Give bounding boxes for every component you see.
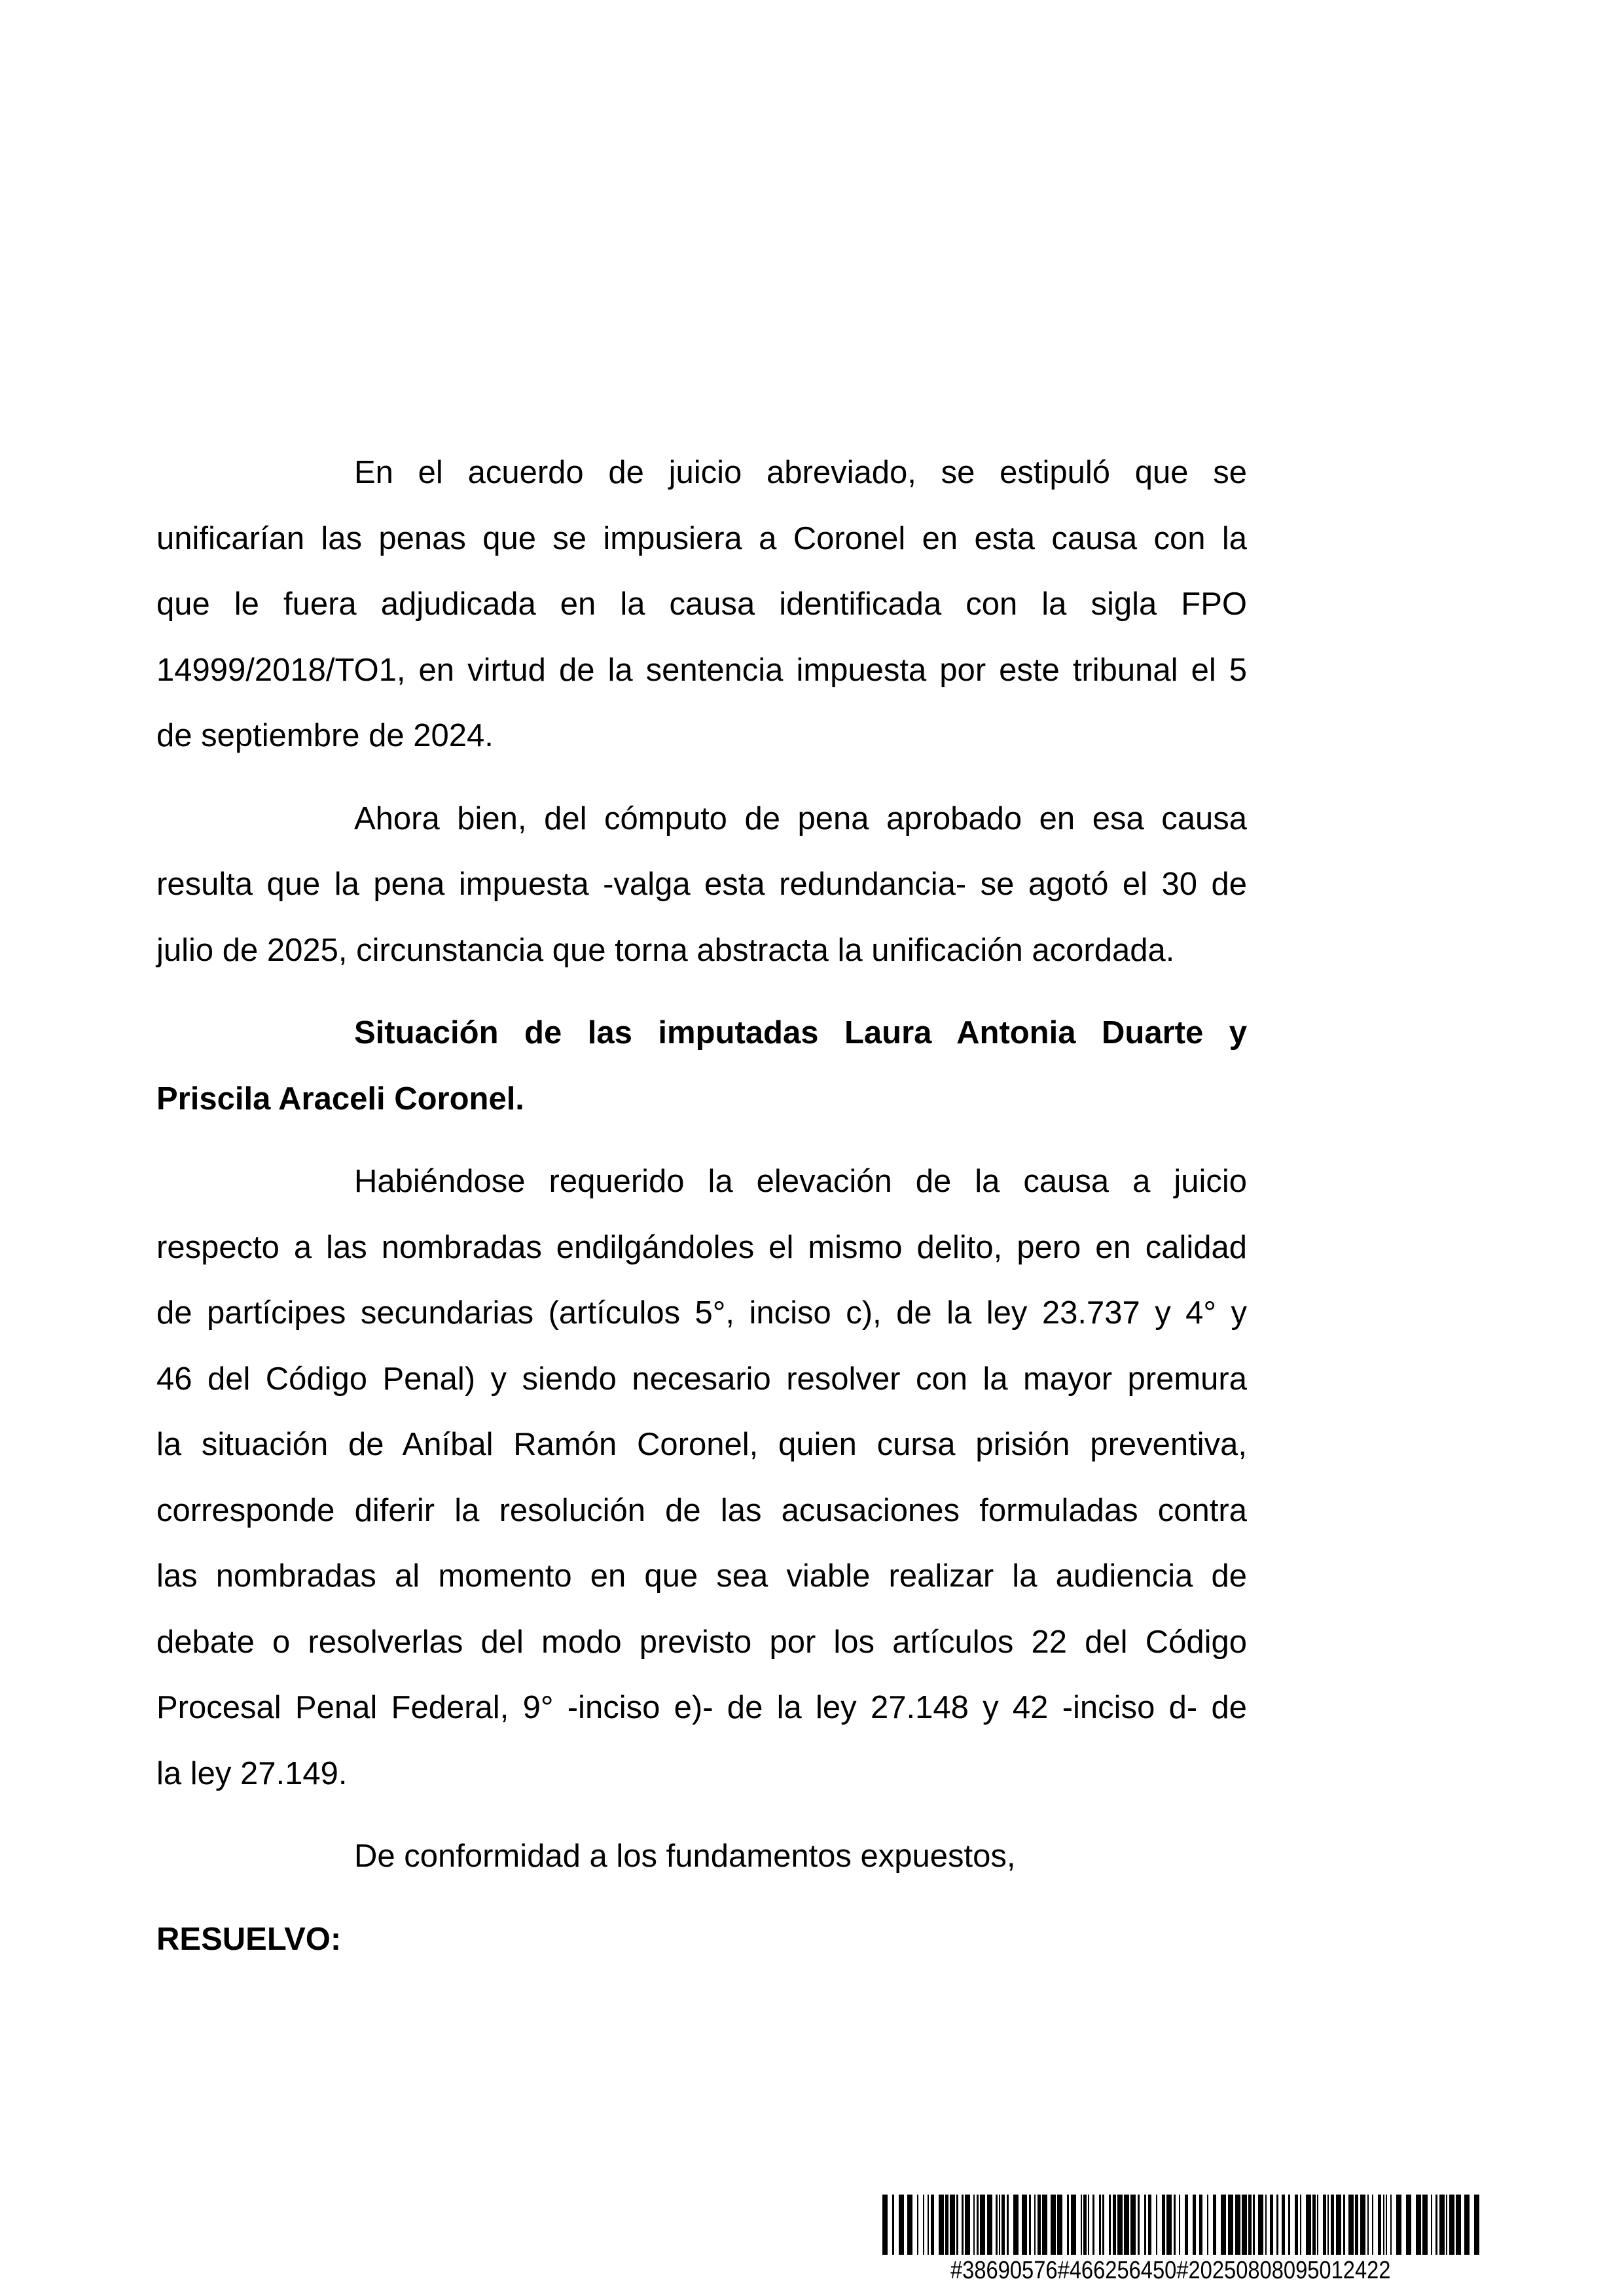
barcode-bar (1288, 2195, 1290, 2255)
barcode-bar (1051, 2195, 1056, 2255)
text-line: de septiembre de 2024. (156, 718, 494, 753)
barcode-bar (1185, 2195, 1188, 2255)
text-line: Ahora bien, del cómputo de pena aprobado en esa causa (354, 800, 1247, 836)
text-line: que le fuera adjudicada en la causa identificada con la sigla FPO (156, 586, 1247, 622)
barcode-bar (962, 2195, 964, 2255)
barcode-bar (977, 2195, 979, 2255)
barcode-bar (1138, 2195, 1140, 2255)
barcode-bar (1449, 2195, 1454, 2255)
barcode-text: #38690576#466256450#20250808095012422 (950, 2257, 1391, 2284)
barcode-bar (1331, 2195, 1334, 2255)
barcode-bar (1435, 2195, 1437, 2255)
barcode-bar (1130, 2195, 1136, 2255)
barcode-bar (1092, 2195, 1094, 2255)
barcode-bar (1390, 2195, 1392, 2255)
barcode-bar (1148, 2195, 1151, 2255)
barcode-bar (987, 2195, 992, 2255)
barcode-bar (1179, 2195, 1180, 2255)
barcode-bar (1193, 2195, 1196, 2255)
barcode-bar (1323, 2195, 1326, 2255)
text-line: debate o resolverlas del modo previsto por los artículos 22 del Código (156, 1624, 1247, 1660)
barcode-bar (1166, 2195, 1172, 2255)
barcode-bar (1295, 2195, 1298, 2255)
barcode-bar (1124, 2195, 1129, 2255)
document-body (156, 440, 1247, 1989)
text-line: unificarían las penas que se impusiera a Coronel en esta causa con la (156, 520, 1247, 556)
barcode-bar (1199, 2195, 1202, 2255)
barcode-bar (1312, 2195, 1316, 2255)
barcode-bar (1221, 2195, 1226, 2255)
barcode-bar (1406, 2195, 1411, 2255)
barcode-bar (1174, 2195, 1176, 2255)
text-line: Habiéndose requerido la elevación de la causa a juicio (354, 1164, 1247, 1199)
text-line: julio de 2025, circunstancia que torna abstracta la unificación acordada. (156, 932, 1175, 968)
barcode-bar (931, 2195, 934, 2255)
text-line: Situación de las imputadas Laura Antonia Duarte y (354, 1015, 1247, 1050)
barcode-bar (1099, 2195, 1101, 2255)
text-line: De conformidad a los fundamentos expuestos, (354, 1839, 1016, 1874)
barcode-bar (945, 2195, 948, 2255)
barcode-bar (1396, 2195, 1401, 2255)
paragraph (156, 440, 1247, 769)
barcode-bar (1213, 2195, 1216, 2255)
barcode-bar (1248, 2195, 1252, 2255)
text-line: la situación de Aníbal Ramón Coronel, quien cursa prisión preventiva, (156, 1427, 1247, 1462)
barcode-bar (1474, 2195, 1479, 2255)
paragraph (156, 1823, 1247, 1890)
barcode-bar (1360, 2195, 1365, 2255)
barcode-bar (1355, 2195, 1358, 2255)
barcode-bar (1081, 2195, 1082, 2255)
text-line: las nombradas al momento en que sea viable realizar la audiencia de (156, 1558, 1247, 1594)
barcode-bar (1038, 2195, 1041, 2255)
text-line: de partícipes secundarias (artículos 5°, inciso c), de la ley 23.737 y 4° y (156, 1295, 1247, 1331)
text-line: 14999/2018/TO1, en virtud de la sentencia impuesta por este tribunal el 5 (156, 652, 1247, 688)
text-line: la ley 27.149. (156, 1755, 348, 1791)
barcode-bar (892, 2195, 894, 2255)
barcode-bar (1207, 2195, 1208, 2255)
barcode-bar (1042, 2195, 1047, 2255)
barcode-bar (1282, 2195, 1285, 2255)
barcode-bar (1156, 2195, 1157, 2255)
barcode-bar (1117, 2195, 1123, 2255)
barcode-bar (1007, 2195, 1009, 2255)
text-line: resulta que la pena impuesta -valga esta redundancia- se agotó el 30 de (156, 867, 1247, 902)
barcode-bar (923, 2195, 924, 2255)
barcode-bar (1258, 2195, 1263, 2255)
barcode-bar (1113, 2195, 1116, 2255)
barcode-bar (1242, 2195, 1247, 2255)
barcode-bar (1144, 2195, 1146, 2255)
barcode-bar (928, 2195, 929, 2255)
text-line: En el acuerdo de juicio abreviado, se estipuló que se (354, 455, 1247, 490)
barcode-bar (882, 2195, 888, 2255)
text-line: RESUELVO: (156, 1921, 342, 1957)
barcode-bar (996, 2195, 998, 2255)
barcode-bar (939, 2195, 944, 2255)
barcode-bar (1456, 2195, 1461, 2255)
barcode-bar (899, 2195, 904, 2255)
barcode-bar (1034, 2195, 1036, 2255)
barcode-bar (1367, 2195, 1369, 2255)
barcode-bar (1327, 2195, 1329, 2255)
barcode-bar (950, 2195, 955, 2255)
text-line: corresponde diferir la resolución de las acusaciones formuladas contra (156, 1492, 1247, 1528)
barcode-bar (980, 2195, 985, 2255)
barcode-bar (1378, 2195, 1381, 2255)
barcode-bar (1001, 2195, 1005, 2255)
barcode-bar (1276, 2195, 1278, 2255)
barcode-bar (1162, 2195, 1165, 2255)
barcode-bar (1439, 2195, 1445, 2255)
barcode-bar (1416, 2195, 1421, 2255)
barcode-bar (973, 2195, 975, 2255)
barcode-bar (917, 2195, 918, 2255)
barcode-bar (1102, 2195, 1104, 2255)
barcode-bar (1013, 2195, 1019, 2255)
barcode-bar (956, 2195, 958, 2255)
barcode-bar (1431, 2195, 1432, 2255)
text-line: 46 del Código Penal) y siendo necesario resolver con la mayor premura (156, 1361, 1247, 1397)
barcode-bar (1446, 2195, 1447, 2255)
barcode-bar (1348, 2195, 1354, 2255)
barcode (882, 2195, 1483, 2255)
barcode-bar (1386, 2195, 1387, 2255)
section-heading (156, 1907, 1247, 1973)
barcode-bar (1317, 2195, 1318, 2255)
barcode-bar (1022, 2195, 1027, 2255)
barcode-bar (1306, 2195, 1311, 2255)
barcode-bar (1464, 2195, 1470, 2255)
barcode-bar (1235, 2195, 1240, 2255)
barcode-bar (1029, 2195, 1031, 2255)
barcode-bar (1265, 2195, 1267, 2255)
text-line: Procesal Penal Federal, 9° -inciso e)- de la ley 27.148 y 42 -inciso d- de (156, 1690, 1247, 1725)
paragraph (156, 786, 1247, 984)
barcode-bar (1071, 2195, 1076, 2255)
barcode-bar (907, 2195, 912, 2255)
barcode-bar (1253, 2195, 1255, 2255)
text-line: respecto a las nombradas endilgándoles el mismo delito, pero en calidad (156, 1229, 1247, 1265)
barcode-bar (1088, 2195, 1089, 2255)
barcode-bar (1343, 2195, 1345, 2255)
barcode-bar (1270, 2195, 1273, 2255)
barcode-bar (1057, 2195, 1062, 2255)
barcode-bar (1228, 2195, 1233, 2255)
barcode-bar (1422, 2195, 1428, 2255)
barcode-bar (1383, 2195, 1384, 2255)
barcode-bar (1336, 2195, 1341, 2255)
barcode-bar (1300, 2195, 1301, 2255)
text-line: Priscila Araceli Coronel. (156, 1081, 524, 1117)
barcode-bar (1083, 2195, 1087, 2255)
barcode-bar (1067, 2195, 1069, 2255)
paragraph (156, 1149, 1247, 1806)
barcode-bar (999, 2195, 1000, 2255)
barcode-bar (965, 2195, 970, 2255)
barcode-bar (1372, 2195, 1373, 2255)
barcode-bar (1109, 2195, 1111, 2255)
section-heading (156, 1000, 1247, 1132)
